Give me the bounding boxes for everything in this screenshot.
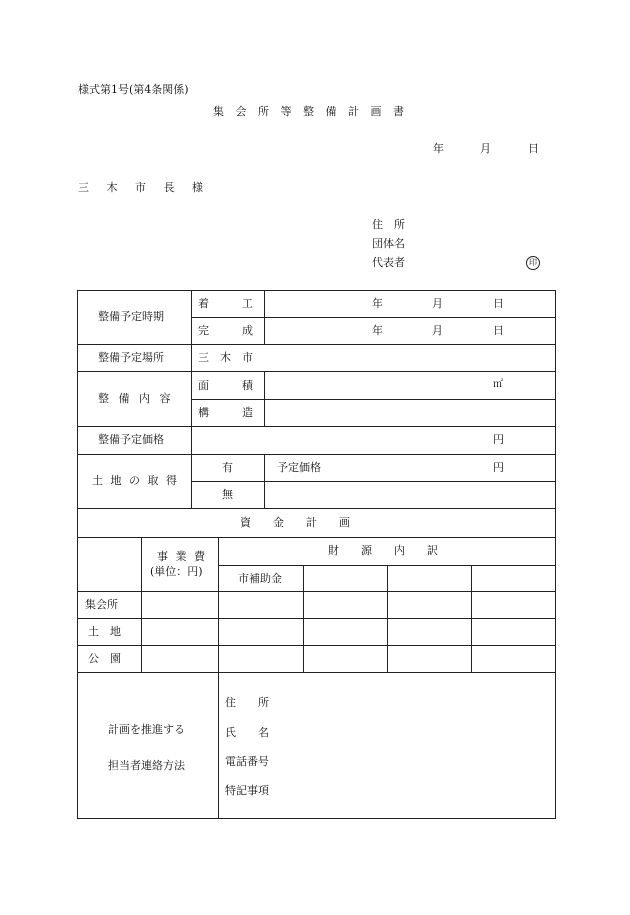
- seal-icon: 印: [526, 256, 540, 270]
- unit-label: (単位：円): [150, 565, 203, 578]
- table-divider: [77, 426, 556, 427]
- table-border: [77, 818, 556, 819]
- place-value: 三 木 市: [198, 351, 253, 364]
- price-unit: 円: [493, 433, 504, 446]
- contact-label-line1: 計画を推進する: [108, 723, 185, 736]
- table-divider: [218, 537, 219, 819]
- applicant-representative-label: 代表者: [372, 256, 405, 269]
- row-label-meeting-hall: 集会所: [85, 598, 118, 611]
- table-border: [77, 290, 78, 819]
- table-divider: [77, 454, 556, 455]
- table-border: [555, 290, 556, 819]
- content-label: 整 備 内 容: [98, 392, 174, 405]
- table-divider: [191, 290, 192, 508]
- table-divider: [264, 454, 265, 509]
- date-year: 年: [433, 142, 444, 155]
- structure-label: 構 造: [198, 406, 253, 419]
- contact-address-label: 住 所: [225, 696, 269, 709]
- applicant-group-label: 団体名: [372, 237, 405, 250]
- planned-price-unit: 円: [493, 461, 504, 474]
- document-title: 集 会 所 等 整 備 計 画 書: [213, 105, 408, 118]
- start-day: 日: [493, 297, 504, 310]
- row-label-park: 公 園: [88, 652, 121, 665]
- table-divider: [77, 344, 556, 345]
- cost-label: 事 業 費: [157, 550, 207, 563]
- table-divider: [191, 317, 556, 318]
- table-divider: [77, 672, 556, 673]
- complete-label: 完 成: [198, 324, 253, 337]
- date-month: 月: [480, 142, 491, 155]
- period-label: 整備予定時期: [98, 310, 164, 323]
- price-label: 整備予定価格: [98, 433, 164, 446]
- table-divider: [77, 645, 556, 646]
- table-divider: [77, 508, 556, 509]
- planned-price-label: 予定価格: [277, 461, 321, 474]
- contact-phone-label: 電話番号: [225, 755, 269, 768]
- table-divider: [471, 565, 472, 673]
- contact-label-line2: 担当者連絡方法: [108, 759, 185, 772]
- contact-name-label: 氏 名: [225, 726, 269, 739]
- breakdown-label: 財 源 内 訳: [328, 544, 438, 557]
- date-day: 日: [528, 142, 539, 155]
- table-divider: [77, 371, 556, 372]
- table-divider: [191, 481, 556, 482]
- area-label: 面 積: [198, 379, 253, 392]
- start-year: 年: [372, 297, 383, 310]
- start-label: 着 工: [198, 297, 253, 310]
- row-label-land: 土 地: [88, 625, 121, 638]
- subsidy-label: 市補助金: [238, 572, 282, 585]
- table-divider: [77, 591, 556, 592]
- complete-day: 日: [493, 324, 504, 337]
- fund-plan-title: 資 金 計 画: [240, 516, 350, 529]
- table-divider: [191, 399, 556, 400]
- complete-month: 月: [432, 324, 443, 337]
- land-no: 無: [222, 488, 233, 501]
- start-month: 月: [432, 297, 443, 310]
- table-divider: [264, 290, 265, 345]
- place-label: 整備予定場所: [98, 351, 164, 364]
- table-divider: [303, 565, 304, 673]
- land-yes: 有: [222, 461, 233, 474]
- table-divider: [77, 537, 556, 538]
- applicant-address-label: 住 所: [372, 218, 405, 231]
- land-label: 土 地 の 取 得: [92, 474, 179, 487]
- complete-year: 年: [372, 324, 383, 337]
- addressee: 三 木 市 長 様: [78, 181, 210, 194]
- table-divider: [387, 565, 388, 673]
- form-number: 様式第1号(第4条関係): [78, 83, 189, 96]
- table-border: [77, 290, 556, 291]
- table-divider: [141, 537, 142, 673]
- area-unit: ㎡: [493, 379, 503, 390]
- table-divider: [264, 371, 265, 427]
- contact-notes-label: 特記事項: [225, 784, 269, 797]
- table-divider: [77, 618, 556, 619]
